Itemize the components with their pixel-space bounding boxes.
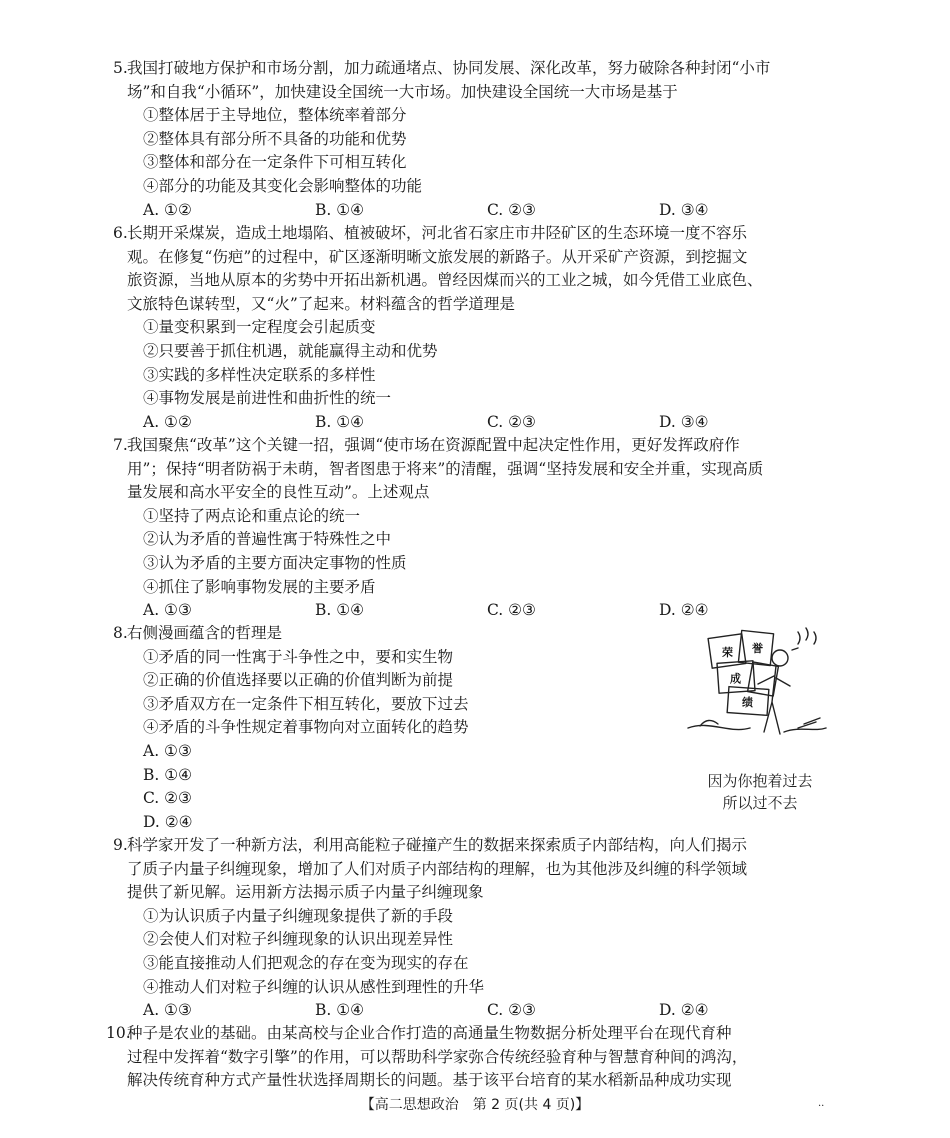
question-stem-line: 过程中发挥着“数字引擎”的作用，可以帮助科学家弥合传统经验育种与智慧育种间的鸿沟， (127, 1047, 748, 1066)
option-1: ①为认识质子内量子纠缠现象提供了新的手段 (143, 906, 454, 925)
cartoon-head (772, 650, 788, 666)
cartoon-box-label: 荣 (722, 646, 733, 659)
cartoon-box-label: 誉 (752, 642, 763, 655)
choice-a: A. ①② (143, 412, 192, 431)
question-stem-line: 量发展和高水平安全的良性互动”。上述观点 (127, 483, 430, 502)
option-2: ②正确的价值选择要以正确的价值判断为前提 (143, 671, 454, 690)
question-stem-line: 用”；保持“明者防祸于未萌，智者图患于将来”的清醒，强调“坚持发展和安全并重，实现高质 (127, 459, 764, 478)
caption-line: 因为你抱着过去 (707, 772, 813, 790)
choice-d: D. ②④ (659, 601, 709, 620)
answer-choices (127, 599, 827, 623)
question-stem-line: 场”和自我“小循环”，加快建设全国统一大市场。加快建设全国统一大市场是基于 (127, 82, 678, 101)
choice-a: A. ①③ (143, 601, 192, 620)
cartoon-bridge-end (798, 718, 820, 728)
page-footer: 【高二思想政治 第 2 页(共 4 页)】 (360, 1097, 590, 1113)
question-number: 10. (106, 1024, 131, 1042)
choice-c: C. ②③ (143, 789, 192, 808)
question-number: 8. (113, 624, 128, 642)
answer-choices (127, 199, 827, 223)
cartoon-box-label: 成 (730, 672, 741, 685)
question-stem-line: 文旅特色谋转型，又“火”了起来。材料蕴含的哲学道理是 (127, 294, 515, 313)
choice-a: A. ①③ (143, 1001, 192, 1020)
question-stem-line: 提供了新见解。运用新方法揭示质子内量子纠缠现象 (127, 883, 484, 902)
choice-b: B. ①④ (315, 200, 365, 219)
option-2: ②会使人们对粒子纠缠现象的认识出现差异性 (143, 930, 454, 949)
choice-a: A. ①③ (143, 741, 192, 760)
question-9 (113, 834, 827, 1023)
choice-b: B. ①④ (315, 601, 365, 620)
choice-c: C. ②③ (487, 412, 536, 431)
cartoon-body (758, 666, 790, 734)
question-stem-line: 科学家开发了一种新方法，利用高能粒子碰撞产生的数据来探索质子内部结构，向人们揭示 (127, 836, 748, 854)
cartoon-box-label: 绩 (742, 696, 753, 709)
choice-d: D. ③④ (659, 200, 709, 219)
question-stem-line: 我国聚焦“改革”这个关键一招，强调“使市场在资源配置中起决定性作用，更好发挥政府作 (127, 436, 740, 454)
question-5 (113, 57, 827, 222)
question-stem-line: 旅资源，当地从原本的劣势中开拓出新机遇。曾经因煤而兴的工业之城，如今凭借工业底色、 (127, 271, 763, 290)
option-2: ②只要善于抓住机遇，就能赢得主动和优势 (143, 341, 438, 360)
answer-choices (127, 999, 827, 1023)
option-4: ④部分的功能及其变化会影响整体的功能 (143, 176, 423, 195)
question-stem-line: 观。在修复“伤疤”的过程中，矿区逐渐明晰文旅发展的新路子。从开采矿产资源，到挖掘文 (127, 247, 748, 266)
question-number: 5. (113, 59, 128, 77)
option-1: ①整体居于主导地位，整体统率着部分 (143, 106, 407, 125)
choice-c: C. ②③ (487, 1001, 536, 1020)
cartoon-sweat-mark (792, 648, 798, 650)
choice-c: C. ②③ (487, 601, 536, 620)
option-2: ②认为矛盾的普遍性寓于特殊性之中 (143, 530, 392, 549)
cartoon-ground (688, 725, 826, 732)
cartoon-motion-marks (798, 628, 816, 644)
question-stem-line: 右侧漫画蕴含的哲理是 (127, 624, 283, 642)
option-3: ③能直接推动人们把观念的存在变为现实的存在 (143, 953, 469, 972)
choice-d: D. ②④ (143, 812, 193, 831)
option-4: ④抓住了影响事物发展的主要矛盾 (143, 577, 376, 596)
option-3: ③矛盾双方在一定条件下相互转化，要放下过去 (143, 694, 469, 713)
question-stem-line: 解决传统育种方式产量性状选择周期长的问题。基于该平台培育的某水稻新品种成功实现 (127, 1071, 732, 1090)
option-1: ①量变积累到一定程度会引起质变 (143, 318, 376, 337)
question-stem-line: 了质子内量子纠缠现象，增加了人们对质子内部结构的理解，也为其他涉及纠缠的科学领域 (127, 859, 748, 878)
option-4: ④矛盾的斗争性规定着事物向对立面转化的趋势 (143, 718, 469, 737)
choice-c: C. ②③ (487, 200, 536, 219)
choice-d: D. ③④ (659, 412, 709, 431)
question-number: 7. (113, 436, 128, 454)
choice-b: B. ①④ (315, 412, 365, 431)
choice-b: B. ①④ (143, 765, 193, 784)
cartoon-caption (690, 770, 830, 814)
choice-b: B. ①④ (315, 1001, 365, 1020)
option-1: ①坚持了两点论和重点论的统一 (143, 506, 361, 525)
option-4: ④事物发展是前进性和曲折性的统一 (143, 389, 392, 408)
choice-a: A. ①② (143, 200, 192, 219)
option-3: ③整体和部分在一定条件下可相互转化 (143, 153, 407, 172)
question-stem-line: 长期开采煤炭，造成土地塌陷、植被破坏，河北省石家庄市井陉矿区的生态环境一度不容乐 (127, 224, 748, 242)
question-stem-line: 种子是农业的基础。由某高校与企业合作打造的高通量生物数据分析处理平台在现代育种 (127, 1024, 732, 1042)
question-stem-line: 我国打破地方保护和市场分割，加力疏通堵点、协同发展、深化改革，努力破除各种封闭“小市 (127, 59, 771, 77)
option-1: ①矛盾的同一性寓于斗争性之中，要和实生物 (143, 647, 454, 666)
question-10 (106, 1022, 827, 1093)
question-number: 6. (113, 224, 128, 242)
choice-d: D. ②④ (659, 1001, 709, 1020)
option-4: ④推动人们对粒子纠缠的认识从感性到理性的升华 (143, 977, 485, 996)
question-7 (113, 434, 827, 623)
option-3: ③实践的多样性决定联系的多样性 (143, 365, 376, 384)
caption-line: 所以过不去 (722, 794, 798, 812)
question-6 (113, 222, 827, 434)
option-2: ②整体具有部分所不具备的功能和优势 (143, 129, 407, 148)
option-3: ③认为矛盾的主要方面决定事物的性质 (143, 553, 407, 572)
question-number: 9. (113, 836, 128, 854)
footer-mark: .. (818, 1098, 825, 1109)
answer-choices (127, 411, 827, 435)
